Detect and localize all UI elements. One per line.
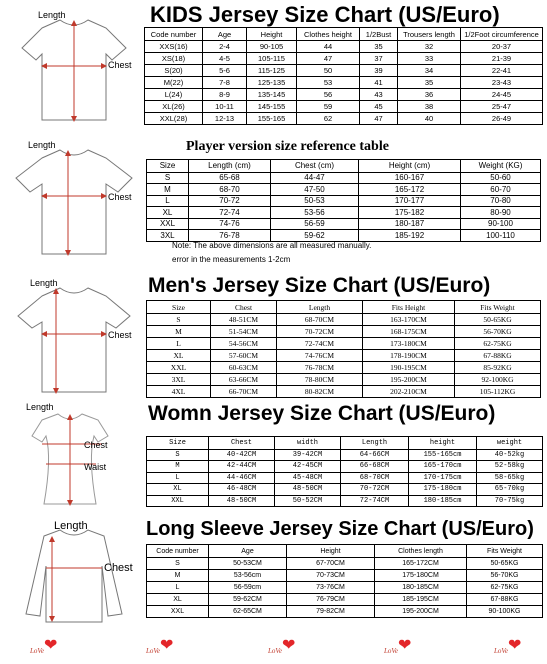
- table-cell: 5-6: [203, 65, 247, 77]
- table-cell: 24-45: [461, 89, 543, 101]
- mens-chest-label: Chest: [108, 330, 132, 340]
- table-cell: 48-50CM: [209, 495, 275, 507]
- table-cell: 180-185cm: [409, 495, 477, 507]
- column-header: Fits Height: [363, 301, 455, 314]
- kids-size-table: [144, 27, 543, 125]
- column-header: Clothes length: [375, 545, 467, 558]
- table-cell: 8-9: [203, 89, 247, 101]
- column-header: 1/2Bust: [360, 28, 398, 41]
- table-cell: 54-56CM: [211, 338, 277, 350]
- table-cell: 36: [398, 89, 461, 101]
- table-cell: 67-88KG: [455, 350, 541, 362]
- table-cell: 53-56: [271, 207, 359, 219]
- table-cell: 185-192: [359, 230, 461, 242]
- table-cell: 76-78CM: [277, 362, 363, 374]
- table-cell: XL: [147, 484, 209, 496]
- table-cell: 202-210CM: [363, 386, 455, 398]
- table-cell: 47: [297, 53, 360, 65]
- love-logo-text: LoVe: [494, 647, 508, 655]
- table-row: [147, 207, 541, 219]
- table-row: [147, 606, 543, 618]
- table-row: [147, 338, 541, 350]
- heart-icon: ❤: [44, 637, 58, 654]
- table-cell: 64-66CM: [341, 449, 409, 461]
- mens-title: Men's Jersey Size Chart (US/Euro): [148, 274, 491, 297]
- kids-title: KIDS Jersey Size Chart (US/Euro): [150, 2, 500, 27]
- table-cell: 33: [398, 53, 461, 65]
- table-cell: 51-54CM: [211, 326, 277, 338]
- table-cell: 58-65kg: [477, 472, 543, 484]
- table-cell: 39-42CM: [275, 449, 341, 461]
- table-cell: 44-47: [271, 172, 359, 184]
- table-cell: 125-135: [247, 77, 297, 89]
- table-cell: 76-79CM: [287, 594, 375, 606]
- table-header-row: [147, 545, 543, 558]
- table-cell: 35: [360, 41, 398, 53]
- table-cell: 62-65CM: [209, 606, 287, 618]
- column-header: Length: [277, 301, 363, 314]
- column-header: Length (cm): [189, 160, 271, 173]
- column-header: Age: [209, 545, 287, 558]
- table-cell: 79-82CM: [287, 606, 375, 618]
- women-section: [0, 402, 547, 514]
- column-header: Code number: [145, 28, 203, 41]
- column-header: Weight (KG): [461, 160, 541, 173]
- table-cell: 155-165cm: [409, 449, 477, 461]
- table-row: [147, 594, 543, 606]
- womens-shirt-icon: [4, 402, 144, 514]
- table-cell: 40-42CM: [209, 449, 275, 461]
- table-cell: XXL: [147, 362, 211, 374]
- table-cell: 168-175CM: [363, 326, 455, 338]
- column-header: Chest: [209, 437, 275, 450]
- long-sleeve-diagram: [4, 514, 144, 636]
- kids-chest-label: Chest: [108, 60, 132, 70]
- table-cell: 115-125: [247, 65, 297, 77]
- player-note-1: Note: The above dimensions are all measured manually.: [172, 241, 372, 250]
- table-cell: 68-70CM: [341, 472, 409, 484]
- table-cell: 66-68CM: [341, 461, 409, 473]
- table-cell: 44-46CM: [209, 472, 275, 484]
- table-cell: 100-110: [461, 230, 541, 242]
- women-size-table: [146, 436, 543, 507]
- table-cell: L: [147, 472, 209, 484]
- player-size-table: [146, 159, 541, 242]
- table-cell: 85-92KG: [455, 362, 541, 374]
- table-header-row: [147, 437, 543, 450]
- table-row: [147, 472, 543, 484]
- long-section: [0, 514, 547, 636]
- table-cell: 57-60CM: [211, 350, 277, 362]
- table-cell: M: [147, 184, 189, 196]
- table-cell: 105-112KG: [455, 386, 541, 398]
- table-cell: 45: [360, 101, 398, 113]
- table-row: [145, 65, 543, 77]
- table-cell: 90-100: [461, 218, 541, 230]
- mens-size-table: [146, 300, 541, 398]
- women-waist-label: Waist: [84, 462, 107, 472]
- table-cell: 65-68: [189, 172, 271, 184]
- table-cell: 48-50CM: [275, 484, 341, 496]
- table-cell: 165-172CM: [375, 558, 467, 570]
- column-header: Size: [147, 301, 211, 314]
- table-row: [145, 53, 543, 65]
- love-logo-text: LoVe: [30, 647, 44, 655]
- player-note-2: error in the measurements 1-2cm: [172, 255, 291, 264]
- table-row: [147, 350, 541, 362]
- table-cell: 90-105: [247, 41, 297, 53]
- women-tshirt-diagram: [4, 402, 144, 514]
- table-header-row: [145, 28, 543, 41]
- player-section: [0, 134, 547, 270]
- table-row: [147, 195, 541, 207]
- table-cell: 175-180CM: [375, 570, 467, 582]
- table-cell: 56-70KG: [455, 326, 541, 338]
- table-cell: 70-73CM: [287, 570, 375, 582]
- table-cell: 180-187: [359, 218, 461, 230]
- column-header: Height: [287, 545, 375, 558]
- table-cell: 35: [398, 77, 461, 89]
- heart-icon: ❤: [282, 637, 296, 654]
- table-cell: 21-39: [461, 53, 543, 65]
- table-cell: 3XL: [147, 374, 211, 386]
- table-cell: 42-44CM: [209, 461, 275, 473]
- heart-icon: ❤: [160, 637, 174, 654]
- table-cell: 62: [297, 113, 360, 125]
- table-cell: 50-52CM: [275, 495, 341, 507]
- table-cell: 4-5: [203, 53, 247, 65]
- table-cell: 135-145: [247, 89, 297, 101]
- table-cell: 78-80CM: [277, 374, 363, 386]
- table-cell: L: [147, 338, 211, 350]
- mens-tshirt-diagram: [4, 270, 144, 402]
- table-cell: 53: [297, 77, 360, 89]
- table-cell: S: [147, 558, 209, 570]
- table-cell: XL: [147, 350, 211, 362]
- table-cell: 74-76CM: [277, 350, 363, 362]
- table-row: [147, 386, 541, 398]
- table-cell: L: [147, 582, 209, 594]
- table-cell: 12-13: [203, 113, 247, 125]
- table-cell: 73-76CM: [287, 582, 375, 594]
- kids-section: [0, 0, 547, 134]
- table-cell: 25-47: [461, 101, 543, 113]
- column-header: Fits Weight: [455, 301, 541, 314]
- column-header: Trousers length: [398, 28, 461, 41]
- column-header: Size: [147, 160, 189, 173]
- table-row: [147, 449, 543, 461]
- table-cell: XXL: [147, 218, 189, 230]
- table-cell: 56: [297, 89, 360, 101]
- kids-tshirt-diagram: [4, 0, 144, 134]
- table-row: [147, 184, 541, 196]
- table-cell: 74-76: [189, 218, 271, 230]
- table-cell: 63-66CM: [211, 374, 277, 386]
- table-cell: 80-90: [461, 207, 541, 219]
- mens-length-label: Length: [30, 278, 58, 288]
- table-cell: 59: [297, 101, 360, 113]
- table-cell: 185-195CM: [375, 594, 467, 606]
- long-chest-label: Chest: [104, 562, 133, 574]
- table-row: [147, 172, 541, 184]
- player-length-label: Length: [28, 140, 56, 150]
- table-cell: 59-62: [271, 230, 359, 242]
- table-cell: 43: [360, 89, 398, 101]
- table-cell: 2-4: [203, 41, 247, 53]
- table-cell: 41: [360, 77, 398, 89]
- heart-icon: ❤: [398, 637, 412, 654]
- table-cell: 72-74CM: [277, 338, 363, 350]
- love-logo: [30, 638, 60, 660]
- table-cell: 60-63CM: [211, 362, 277, 374]
- table-cell: 44: [297, 41, 360, 53]
- column-header: Fits Weight: [467, 545, 543, 558]
- table-cell: 4XL: [147, 386, 211, 398]
- table-cell: 62-75KG: [467, 582, 543, 594]
- column-header: Chest (cm): [271, 160, 359, 173]
- love-logo-text: LoVe: [146, 647, 160, 655]
- table-cell: 59-62CM: [209, 594, 287, 606]
- table-cell: 46-48CM: [209, 484, 275, 496]
- table-cell: XS(18): [145, 53, 203, 65]
- table-row: [145, 89, 543, 101]
- table-row: [147, 218, 541, 230]
- table-cell: 50: [297, 65, 360, 77]
- table-row: [147, 314, 541, 326]
- table-header-row: [147, 301, 541, 314]
- table-cell: 60-70: [461, 184, 541, 196]
- column-header: Height (cm): [359, 160, 461, 173]
- table-row: [145, 101, 543, 113]
- table-row: [147, 582, 543, 594]
- table-cell: 39: [360, 65, 398, 77]
- long-table-body: [147, 545, 543, 618]
- table-cell: 92-100KG: [455, 374, 541, 386]
- table-cell: 67-88KG: [467, 594, 543, 606]
- table-cell: 105-115: [247, 53, 297, 65]
- table-cell: 53-56cm: [209, 570, 287, 582]
- table-cell: 80-82CM: [277, 386, 363, 398]
- table-cell: 76-78: [189, 230, 271, 242]
- table-cell: 7-8: [203, 77, 247, 89]
- player-chest-label: Chest: [108, 192, 132, 202]
- table-cell: 50-60: [461, 172, 541, 184]
- table-cell: 10-11: [203, 101, 247, 113]
- table-row: [147, 558, 543, 570]
- table-cell: L(24): [145, 89, 203, 101]
- table-cell: 56-59cm: [209, 582, 287, 594]
- table-row: [147, 362, 541, 374]
- column-header: Size: [147, 437, 209, 450]
- table-cell: M: [147, 570, 209, 582]
- table-cell: 22-41: [461, 65, 543, 77]
- table-cell: 195-200CM: [363, 374, 455, 386]
- table-cell: 70-72: [189, 195, 271, 207]
- table-cell: XL: [147, 594, 209, 606]
- footer-love-logos: [0, 636, 547, 664]
- table-cell: 20-37: [461, 41, 543, 53]
- table-cell: 175-182: [359, 207, 461, 219]
- table-cell: 190-195CM: [363, 362, 455, 374]
- table-row: [145, 77, 543, 89]
- table-cell: 50-53CM: [209, 558, 287, 570]
- table-cell: 37: [360, 53, 398, 65]
- column-header: width: [275, 437, 341, 450]
- table-cell: 160-167: [359, 172, 461, 184]
- table-cell: 40-52kg: [477, 449, 543, 461]
- mens-table-body: [147, 301, 541, 398]
- women-length-label: Length: [26, 402, 54, 412]
- table-cell: 175-180cm: [409, 484, 477, 496]
- table-cell: S: [147, 172, 189, 184]
- table-row: [145, 41, 543, 53]
- table-cell: 47: [360, 113, 398, 125]
- column-header: Length: [341, 437, 409, 450]
- women-title: Womn Jersey Size Chart (US/Euro): [148, 402, 496, 425]
- love-logo-text: LoVe: [268, 647, 282, 655]
- table-cell: 65-70kg: [477, 484, 543, 496]
- column-header: Clothes height: [297, 28, 360, 41]
- table-cell: 47-50: [271, 184, 359, 196]
- love-logo: [384, 638, 414, 660]
- table-cell: 90-100KG: [467, 606, 543, 618]
- table-cell: M: [147, 461, 209, 473]
- column-header: Height: [247, 28, 297, 41]
- column-header: Code number: [147, 545, 209, 558]
- table-cell: XXL(28): [145, 113, 203, 125]
- table-row: [145, 113, 543, 125]
- women-table-body: [147, 437, 543, 507]
- tshirt-icon: [4, 134, 144, 270]
- table-cell: XXL: [147, 495, 209, 507]
- column-header: Chest: [211, 301, 277, 314]
- table-cell: 45-48CM: [275, 472, 341, 484]
- table-cell: 34: [398, 65, 461, 77]
- love-logo: [146, 638, 176, 660]
- table-cell: S: [147, 449, 209, 461]
- table-cell: 165-170cm: [409, 461, 477, 473]
- table-cell: 170-175cm: [409, 472, 477, 484]
- heart-icon: ❤: [508, 637, 522, 654]
- table-cell: 70-80: [461, 195, 541, 207]
- table-row: [147, 484, 543, 496]
- table-header-row: [147, 160, 541, 173]
- column-header: height: [409, 437, 477, 450]
- table-cell: 72-74: [189, 207, 271, 219]
- table-cell: 145-155: [247, 101, 297, 113]
- table-cell: S: [147, 314, 211, 326]
- table-cell: 3XL: [147, 230, 189, 242]
- table-cell: XL: [147, 207, 189, 219]
- table-cell: 173-180CM: [363, 338, 455, 350]
- table-cell: 38: [398, 101, 461, 113]
- table-cell: 155-165: [247, 113, 297, 125]
- table-cell: 67-70CM: [287, 558, 375, 570]
- table-row: [147, 495, 543, 507]
- table-cell: 42-45CM: [275, 461, 341, 473]
- mens-section: [0, 270, 547, 402]
- table-cell: 68-70CM: [277, 314, 363, 326]
- table-cell: 50-65KG: [455, 314, 541, 326]
- player-tshirt-diagram: [4, 134, 144, 270]
- table-cell: 72-74CM: [341, 495, 409, 507]
- table-cell: XXS(16): [145, 41, 203, 53]
- love-logo-text: LoVe: [384, 647, 398, 655]
- table-cell: M(22): [145, 77, 203, 89]
- table-cell: XL(26): [145, 101, 203, 113]
- women-chest-label: Chest: [84, 440, 108, 450]
- table-cell: S(20): [145, 65, 203, 77]
- table-cell: 56-70KG: [467, 570, 543, 582]
- player-table-body: [147, 160, 541, 242]
- table-cell: 48-51CM: [211, 314, 277, 326]
- table-row: [147, 326, 541, 338]
- table-cell: 163-170CM: [363, 314, 455, 326]
- table-cell: 52-58kg: [477, 461, 543, 473]
- table-cell: 70-75kg: [477, 495, 543, 507]
- table-cell: 180-185CM: [375, 582, 467, 594]
- column-header: Age: [203, 28, 247, 41]
- column-header: 1/2Foot circumference: [461, 28, 543, 41]
- love-logo: [494, 638, 524, 660]
- table-cell: 170-177: [359, 195, 461, 207]
- table-cell: 40: [398, 113, 461, 125]
- player-title: Player version size reference table: [186, 139, 389, 154]
- table-cell: 195-200CM: [375, 606, 467, 618]
- table-cell: 178-190CM: [363, 350, 455, 362]
- table-cell: 66-70CM: [211, 386, 277, 398]
- table-cell: 23-43: [461, 77, 543, 89]
- table-cell: 165-172: [359, 184, 461, 196]
- table-row: [147, 230, 541, 242]
- long-sleeve-shirt-icon: [4, 514, 144, 636]
- kids-table-body: [145, 28, 543, 125]
- table-cell: 62-75KG: [455, 338, 541, 350]
- table-cell: XXL: [147, 606, 209, 618]
- table-cell: 32: [398, 41, 461, 53]
- love-logo: [268, 638, 298, 660]
- table-cell: 70-72CM: [341, 484, 409, 496]
- table-cell: 26-49: [461, 113, 543, 125]
- table-cell: L: [147, 195, 189, 207]
- table-cell: 50-65KG: [467, 558, 543, 570]
- long-length-label: Length: [54, 520, 88, 532]
- table-cell: 56-59: [271, 218, 359, 230]
- table-row: [147, 461, 543, 473]
- long-size-table: [146, 544, 543, 618]
- table-cell: 68-70: [189, 184, 271, 196]
- table-cell: 50-53: [271, 195, 359, 207]
- table-cell: M: [147, 326, 211, 338]
- kids-length-label: Length: [38, 10, 66, 20]
- table-row: [147, 570, 543, 582]
- table-cell: 70-72CM: [277, 326, 363, 338]
- table-row: [147, 374, 541, 386]
- long-title: Long Sleeve Jersey Size Chart (US/Euro): [146, 518, 534, 540]
- column-header: weight: [477, 437, 543, 450]
